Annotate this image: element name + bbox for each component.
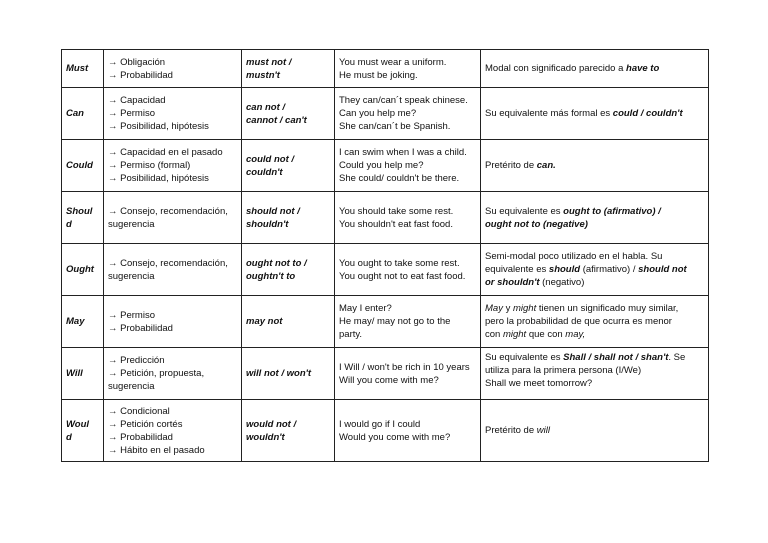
meaning-item: → Capacidad	[108, 95, 166, 106]
note-emphasis: have to	[626, 63, 660, 74]
meaning-item: → Permiso (formal)	[108, 160, 191, 171]
negative-form: must not /	[246, 56, 292, 68]
note-emphasis: should not	[638, 264, 687, 275]
examples-cell	[335, 192, 481, 244]
note-cell	[481, 88, 709, 140]
note-text: utiliza para la primera persona (I/We)	[485, 365, 642, 376]
meaning-item: → Probabilidad	[108, 431, 173, 443]
negative-form: should not /	[246, 205, 300, 217]
note-cell	[481, 244, 709, 296]
note-text: Shall we meet tomorrow?	[485, 378, 593, 389]
negative-form: oughtn't to	[246, 270, 296, 282]
verb-label: Can	[66, 108, 84, 119]
verb-label: Could	[66, 160, 93, 171]
table-row	[62, 88, 709, 140]
meaning-item: → Permiso	[108, 309, 155, 321]
verb-label: Must	[66, 63, 89, 74]
meanings-cell	[104, 400, 242, 462]
negative-cell	[242, 192, 335, 244]
example-sentence: I Will / won't be rich in 10 years	[339, 361, 470, 373]
example-sentence: party.	[339, 329, 363, 340]
example-sentence: You ought not to eat fast food.	[339, 270, 466, 282]
negative-cell	[242, 50, 335, 88]
meanings-cell	[104, 50, 242, 88]
note-emphasis: should	[548, 264, 581, 275]
table-row	[62, 244, 709, 296]
modal-verbs-table	[61, 49, 709, 462]
example-sentence: You shouldn't eat fast food.	[339, 218, 453, 230]
negative-cell	[242, 88, 335, 140]
example-sentence: Can you help me?	[339, 108, 417, 119]
note-emphasis: Shall / shall not / shan't	[563, 352, 669, 363]
meaning-item: → Consejo, recomendación,	[108, 205, 228, 217]
table-row	[62, 348, 709, 400]
note-text: Su equivalente es	[485, 205, 564, 217]
note-text: Pretérito de	[485, 425, 537, 436]
note-text: Semi-modal poco utilizado en el habla. Su	[485, 251, 663, 262]
note-text: pero la probabilidad de que ocurra es menor	[485, 316, 672, 327]
note-text: Modal con significado parecido a	[485, 63, 627, 74]
note-emphasis: will	[536, 425, 550, 436]
note-emphasis: May	[485, 303, 503, 314]
verb-cell	[62, 244, 104, 296]
examples-cell	[335, 88, 481, 140]
meaning-item: → Consejo, recomendación,	[108, 257, 228, 269]
meanings-cell	[104, 192, 242, 244]
note-text: (negativo)	[539, 277, 585, 288]
negative-cell	[242, 244, 335, 296]
note-text: equivalente es	[485, 264, 549, 275]
negative-form: may not	[246, 316, 283, 327]
meaning-item: → Petición cortés	[108, 418, 183, 430]
verb-cell	[62, 192, 104, 244]
example-sentence: They can/can´t speak chinese.	[339, 95, 468, 106]
examples-cell	[335, 348, 481, 400]
verb-cell	[62, 50, 104, 88]
note-cell	[481, 192, 709, 244]
meaning-item: → Posibilidad, hipótesis	[108, 173, 209, 184]
examples-cell	[335, 50, 481, 88]
meaning-item: → Posibilidad, hipótesis	[108, 121, 209, 132]
negative-form: couldn't	[246, 166, 283, 178]
meaning-item: → Predicción	[108, 355, 165, 366]
example-sentence: She can/can´t be Spanish.	[339, 121, 451, 132]
meaning-item: → Obligación	[108, 56, 166, 68]
example-sentence: You must wear a uniform.	[339, 56, 447, 68]
note-cell	[481, 50, 709, 88]
meaning-item: → Probabilidad	[108, 69, 173, 81]
negative-form: will not / won't	[246, 368, 312, 379]
note-emphasis: might	[502, 329, 527, 340]
negative-form: mustn't	[246, 69, 280, 81]
table-row	[62, 140, 709, 192]
example-sentence: She could/ couldn't be there.	[339, 173, 460, 184]
example-sentence: Could you help me?	[339, 160, 424, 171]
negative-form: ought not to /	[246, 257, 307, 269]
note-emphasis: or shouldn't	[485, 277, 540, 288]
note-cell	[481, 348, 709, 400]
meanings-cell	[104, 244, 242, 296]
verb-cell	[62, 348, 104, 400]
verb-label: Will	[66, 368, 83, 379]
note-text: tienen un significado muy similar,	[536, 303, 679, 314]
verb-label: d	[66, 431, 72, 443]
verb-label: Shoul	[66, 205, 93, 217]
meaning-item: → Petición, propuesta,	[108, 368, 205, 379]
verb-label: d	[66, 218, 72, 230]
example-sentence: Would you come with me?	[339, 431, 451, 443]
note-emphasis: ought to (afirmativo) /	[563, 205, 661, 217]
note-cell	[481, 140, 709, 192]
meaning-item: → Capacidad en el pasado	[108, 147, 223, 158]
verb-label: May	[66, 316, 85, 327]
negative-cell	[242, 400, 335, 462]
note-emphasis: ought not to (negative)	[485, 218, 588, 230]
meaning-item: → Probabilidad	[108, 322, 173, 334]
verb-label: Ought	[66, 264, 94, 275]
meaning-item: → Permiso	[108, 108, 155, 119]
note-emphasis: could / couldn't	[612, 108, 683, 119]
example-sentence: Will you come with me?	[339, 374, 439, 386]
table-row	[62, 192, 709, 244]
example-sentence: He may/ may not go to the	[339, 316, 451, 327]
note-emphasis: may,	[565, 329, 586, 340]
meaning-item: → Hábito en el pasado	[108, 444, 205, 456]
table-row	[62, 400, 709, 462]
meaning-item: sugerencia	[108, 218, 155, 230]
verb-cell	[62, 296, 104, 348]
meanings-cell	[104, 88, 242, 140]
meaning-item: → Condicional	[108, 405, 170, 417]
note-emphasis: might	[512, 303, 537, 314]
negative-cell	[242, 348, 335, 400]
example-sentence: I would go if I could	[339, 418, 421, 430]
example-sentence: May I enter?	[339, 303, 392, 314]
meanings-cell	[104, 348, 242, 400]
example-sentence: You ought to take some rest.	[339, 257, 460, 269]
example-sentence: I can swim when I was a child.	[339, 147, 467, 158]
negative-cell	[242, 140, 335, 192]
negative-form: can not /	[246, 101, 286, 113]
verb-cell	[62, 140, 104, 192]
meaning-item: sugerencia	[108, 270, 155, 282]
table-row	[62, 50, 709, 88]
meanings-cell	[104, 140, 242, 192]
negative-form: could not /	[246, 153, 295, 165]
note-text: Su equivalente es	[485, 352, 564, 363]
verb-cell	[62, 88, 104, 140]
note-text: (afirmativo) /	[580, 264, 639, 275]
examples-cell	[335, 140, 481, 192]
example-sentence: He must be joking.	[339, 69, 418, 81]
examples-cell	[335, 244, 481, 296]
verb-label: Woul	[66, 418, 90, 430]
negative-form: cannot / can't	[246, 114, 307, 126]
examples-cell	[335, 296, 481, 348]
negative-form: shouldn't	[246, 218, 289, 230]
negative-form: wouldn't	[246, 431, 285, 443]
meaning-item: sugerencia	[108, 381, 155, 392]
negative-form: would not /	[246, 418, 297, 430]
note-text: . Se	[668, 352, 686, 363]
note-text: Pretérito de	[485, 160, 537, 171]
example-sentence: You should take some rest.	[339, 205, 454, 217]
table-row	[62, 296, 709, 348]
note-text: con	[485, 329, 503, 340]
note-text: y	[502, 303, 513, 314]
verb-cell	[62, 400, 104, 462]
examples-cell	[335, 400, 481, 462]
note-text: Su equivalente más formal es	[485, 108, 613, 119]
note-cell	[481, 400, 709, 462]
negative-cell	[242, 296, 335, 348]
note-text: que con	[526, 329, 566, 340]
note-emphasis: can.	[536, 160, 556, 171]
meanings-cell	[104, 296, 242, 348]
note-cell	[481, 296, 709, 348]
